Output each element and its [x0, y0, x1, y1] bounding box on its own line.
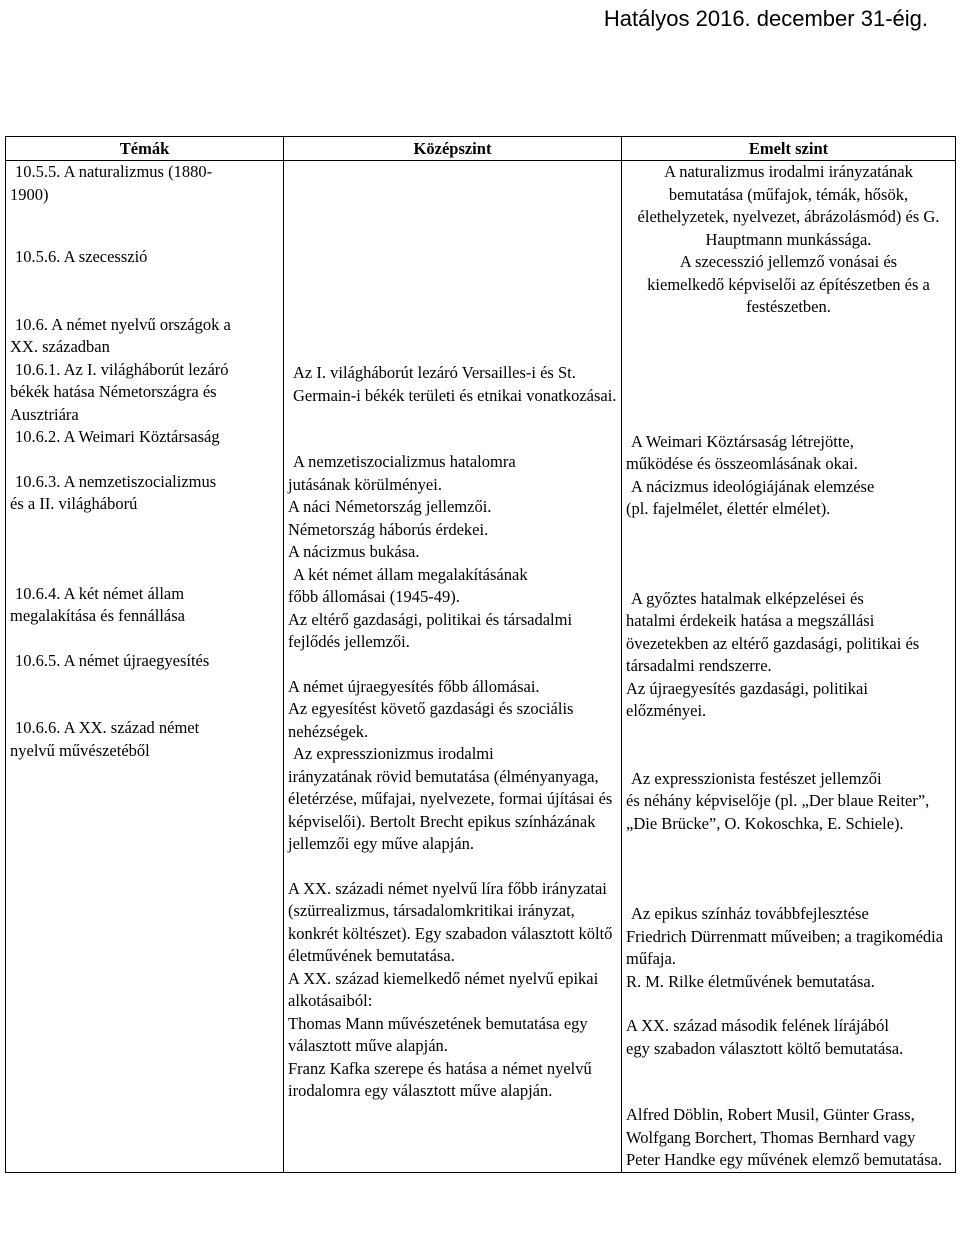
adv-lyric-details: egy szabadon választott költő bemutatása.: [626, 1038, 904, 1058]
adv-expressionist-painting: Az expresszionista festészet jellemzői: [631, 768, 882, 788]
mid-nazism-rise: A nemzetiszocializmus hatalomra: [293, 452, 516, 471]
topic-two-states: 10.6.4. A két német állam: [15, 583, 185, 603]
mid-kafka: Franz Kafka szerepe és hatása a német nyelvű irodalomra egy választott műve alapján.: [288, 1058, 592, 1100]
adv-epic-theatre: Az epikus színház továbbfejlesztése: [631, 904, 869, 923]
topic-weimar: 10.6.2. A Weimari Köztársaság: [15, 427, 220, 446]
topic-german-countries: 10.6. A német nyelvű országok a: [15, 314, 231, 334]
adv-lyric: A XX. század második felének lírájából: [626, 1016, 889, 1035]
advanced-level-cell: [622, 161, 956, 1173]
topic-nazism: 10.6.3. A nemzetiszocializmus: [15, 471, 217, 491]
adv-victors: A győztes hatalmak elképzelései és: [631, 588, 864, 608]
adv-naturalism-details: bemutatása (műfajok, témák, hősök, élethelyzetek, nyelvezet, ábrázolásmód) és G. Hauptmann munkássága.: [637, 184, 940, 249]
curriculum-table: [5, 136, 956, 1173]
mid-reunification-difficulties: Az egyesítést követő gazdasági és szociális nehézségek.: [288, 699, 574, 741]
mid-versailles: Az I. világháborút lezáró Versailles-i és St. Germain-i békék területi és etnikai vonatkozásai.: [293, 363, 617, 405]
topic-peace-effect: békék hatása Németországra és: [10, 382, 217, 401]
mid-epic-intro: A XX. század kiemelkedő német nyelvű epikai alkotásaiból:: [288, 968, 599, 1010]
mid-nazism-circumstances: jutásának körülményei.: [288, 474, 442, 494]
topic-peace-treaties: 10.6.1. Az I. világháborút lezáró: [15, 359, 229, 379]
topic-german-century: XX. században: [10, 337, 110, 356]
mid-expressionism-details: irányzatának rövid bemutatása (élményanyaga, életérzése, műfajai, nyelvezete, formai újításai és képviselői). Bertolt Brecht epikus színházának jellemzői egy műve alapján.: [288, 766, 613, 853]
adv-epic-theatre-details: Friedrich Dürrenmatt műveiben; a tragikomédia műfaja.: [626, 926, 944, 968]
header-advanced-level: Emelt szint: [622, 137, 956, 161]
topic-reunification: 10.6.5. A német újraegyesítés: [15, 650, 210, 670]
adv-reunification: Az újraegyesítés gazdasági, politikai előzményei.: [626, 678, 868, 720]
adv-expressionist-details: és néhány képviselője (pl. „Der blaue Reiter”, „Die Brücke”, O. Kokoschka, E. Schiele).: [626, 791, 930, 833]
topic-german-art-language: nyelvű művészetéből: [10, 740, 150, 760]
adv-secession: A szecesszió jellemző vonásai és: [679, 252, 898, 271]
mid-two-states-stations: főbb állomásai (1945-49).: [288, 587, 460, 606]
mid-lyric: A XX. századi német nyelvű líra főbb irányzatai (szürrealizmus, társadalomkritikai irányzat, konkrét költészet). Egy szabadon választott költő életművének bemutatása.: [288, 878, 613, 965]
adv-weimar: A Weimari Köztársaság létrejötte,: [631, 431, 854, 451]
mid-war-interests: Németország háborús érdekei.: [288, 519, 489, 539]
topic-two-states-existence: megalakítása és fennállása: [10, 606, 185, 625]
mid-reunification-stations: A német újraegyesítés főbb állomásai.: [288, 676, 540, 696]
topic-peace-austria: Ausztriára: [10, 404, 79, 424]
mid-different-development: Az eltérő gazdasági, politikai és társadalmi fejlődés jellemzői.: [288, 609, 573, 651]
topic-german-art: 10.6.6. A XX. század német: [15, 718, 200, 737]
topic-nazism-war: és a II. világháború: [10, 494, 138, 513]
mid-two-states: A két német állam megalakításának: [293, 564, 528, 584]
adv-rilke: R. M. Rilke életművének bemutatása.: [626, 971, 875, 991]
adv-naturalism: A naturalizmus irodalmi irányzatának: [664, 162, 913, 181]
topic-naturalism: 10.5.5. A naturalizmus (1880-: [15, 162, 213, 181]
topic-secession: 10.5.6. A szecesszió: [15, 247, 148, 266]
table-header-row: [6, 137, 956, 161]
header-topics: Témák: [6, 137, 284, 161]
mid-nazism-fall: A nácizmus bukása.: [288, 542, 420, 561]
mid-expressionism: Az expresszionizmus irodalmi: [293, 744, 494, 763]
mid-level-cell: [284, 161, 622, 1173]
adv-secession-details: kiemelkedő képviselői az építészetben és a festészetben.: [647, 274, 930, 316]
topic-naturalism-years: 1900): [10, 184, 49, 204]
topics-cell: [6, 161, 284, 1173]
table-row: [6, 161, 956, 1173]
document-header-banner: Hatályos 2016. december 31-éig.: [603, 6, 928, 31]
mid-thomas-mann: Thomas Mann művészetének bemutatása egy választott műve alapján.: [288, 1013, 588, 1055]
adv-nazism-details: (pl. fajelmélet, élettér elmélet).: [626, 499, 831, 518]
mid-nazi-germany: A náci Németország jellemzői.: [288, 497, 492, 516]
adv-weimar-details: működése és összeomlásának okai.: [626, 454, 858, 473]
adv-authors: Alfred Döblin, Robert Musil, Günter Grass, Wolfgang Borchert, Thomas Bernhard vagy Peter Handke egy művének elemző bemutatása.: [626, 1105, 943, 1169]
header-mid-level: Középszint: [284, 137, 622, 161]
adv-nazism: A nácizmus ideológiájának elemzése: [631, 476, 875, 496]
adv-victors-details: hatalmi érdekeik hatása a megszállási övezetekben az eltérő gazdasági, politikai és társadalmi rendszerre.: [626, 611, 920, 675]
